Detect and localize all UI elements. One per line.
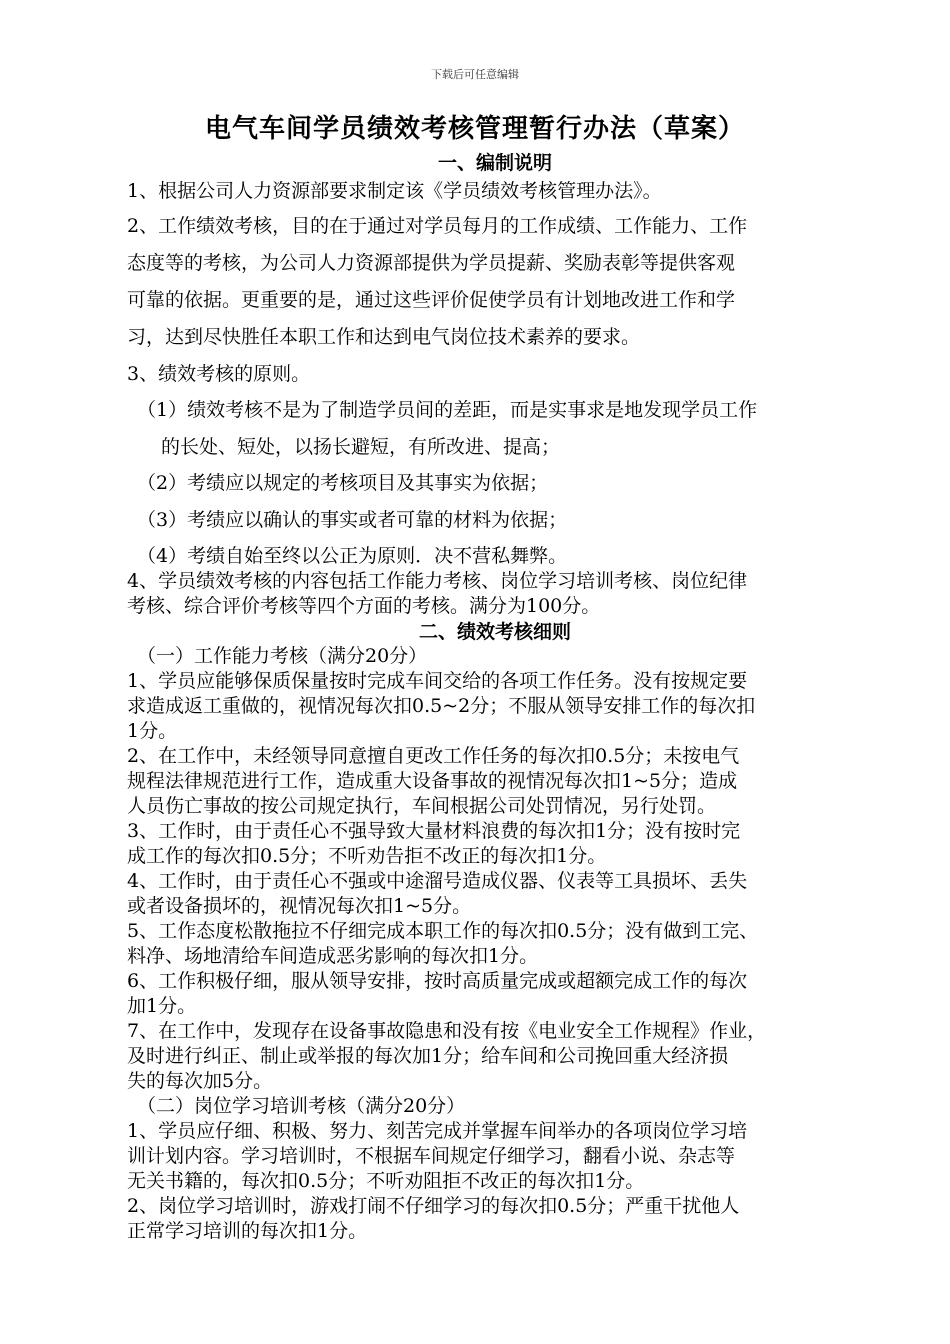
paragraph-line: 2、工作绩效考核，目的在于通过对学员每月的工作成绩、工作能力、工作	[127, 215, 748, 237]
paragraph-line: （1）绩效考核不是为了制造学员间的差距，而是实事求是地发现学员工作	[137, 399, 758, 421]
paragraph-line: 7、在工作中，发现存在设备事故隐患和没有按《电业安全工作规程》作业，	[127, 1020, 767, 1042]
paragraph-line: 3、绩效考核的原则。	[127, 363, 311, 385]
paragraph-line: 1、根据公司人力资源部要求制定该《学员绩效考核管理办法》。	[127, 180, 662, 202]
paragraph-line: 的长处、短处，以扬长避短，有所改进、提高；	[161, 436, 561, 458]
paragraph-line: 人员伤亡事故的按公司规定执行，车间根据公司处罚情况，另行处罚。	[127, 795, 717, 817]
paragraph-line: 及时进行纠正、制止或举报的每次加1分；给车间和公司挽回重大经济损	[127, 1045, 729, 1067]
paragraph-line: 5、工作态度松散拖拉不仔细完成本职工作的每次扣0.5分；没有做到工完、	[127, 920, 759, 942]
paragraph-line: 正常学习培训的每次扣1分。	[127, 1220, 368, 1242]
paragraph-line: 成工作的每次扣0.5分；不听劝告拒不改正的每次扣1分。	[127, 845, 607, 867]
paragraph-line: 无关书籍的，每次扣0.5分；不听劝阻拒不改正的每次扣1分。	[127, 1170, 645, 1192]
paragraph-line: 或者设备损坏的，视情况每次扣1~5分。	[127, 895, 472, 917]
header-note: 下载后可任意编辑	[431, 68, 519, 81]
paragraph-line: 习，达到尽快胜任本职工作和达到电气岗位技术素养的要求。	[127, 326, 641, 348]
paragraph-line: 1分。	[127, 720, 178, 742]
paragraph-line: 训计划内容。学习培训时，不根据车间规定仔细学习，翻看小说、杂志等	[127, 1145, 736, 1167]
paragraph-line: 失的每次加5分。	[127, 1070, 273, 1092]
paragraph-line: 2、岗位学习培训时，游戏打闹不仔细学习的每次扣0.5分；严重干扰他人	[127, 1195, 740, 1217]
paragraph-line: 态度等的考核，为公司人力资源部提供为学员提薪、奖励表彰等提供客观	[127, 252, 736, 274]
document-title: 电气车间学员绩效考核管理暂行办法（草案）	[204, 114, 745, 144]
paragraph-line: 可靠的依据。更重要的是，通过这些评价促使学员有计划地改进工作和学	[127, 289, 736, 311]
paragraph-line: 加1分。	[127, 995, 197, 1017]
paragraph-line: （二）岗位学习培训考核（满分20分）	[137, 1095, 466, 1117]
paragraph-line: 4、学员绩效考核的内容包括工作能力考核、岗位学习培训考核、岗位纪律	[127, 570, 748, 592]
paragraph-line: （3）考绩应以确认的事实或者可靠的材料为依据；	[137, 509, 568, 531]
paragraph-line: （一）工作能力考核（满分20分）	[137, 645, 428, 667]
paragraph-line: 求造成返工重做的，视情况每次扣0.5~2分；不服从领导安排工作的每次扣	[127, 695, 756, 717]
paragraph-line: （2）考绩应以规定的考核项目及其事实为依据；	[137, 472, 549, 494]
paragraph-line: 考核、综合评价考核等四个方面的考核。满分为100分。	[127, 595, 601, 617]
paragraph-line: 1、学员应能够保质保量按时完成车间交给的各项工作任务。没有按规定要	[127, 670, 748, 692]
paragraph-line: （4）考绩自始至终以公正为原则．决不营私舞弊。	[137, 545, 568, 567]
paragraph-line: 3、工作时，由于责任心不强导致大量材料浪费的每次扣1分；没有按时完	[127, 820, 741, 842]
paragraph-line: 2、在工作中，未经领导同意擅自更改工作任务的每次扣0.5分；未按电气	[127, 745, 740, 767]
paragraph-line: 规程法律规范进行工作，造成重大设备事故的视情况每次扣1~5分；造成	[127, 770, 738, 792]
paragraph-line: 4、工作时，由于责任心不强或中途溜号造成仪器、仪表等工具损坏、丢失	[127, 870, 748, 892]
section-heading-2: 二、绩效考核细则	[418, 621, 571, 643]
paragraph-line: 6、工作积极仔细，服从领导安排，按时高质量完成或超额完成工作的每次	[127, 970, 748, 992]
paragraph-line: 料净、场地清给车间造成恶劣影响的每次扣1分。	[127, 945, 539, 967]
paragraph-line: 1、学员应仔细、积极、努力、刻苦完成并掌握车间举办的各项岗位学习培	[127, 1120, 748, 1142]
section-heading-1: 一、编制说明	[437, 152, 552, 174]
